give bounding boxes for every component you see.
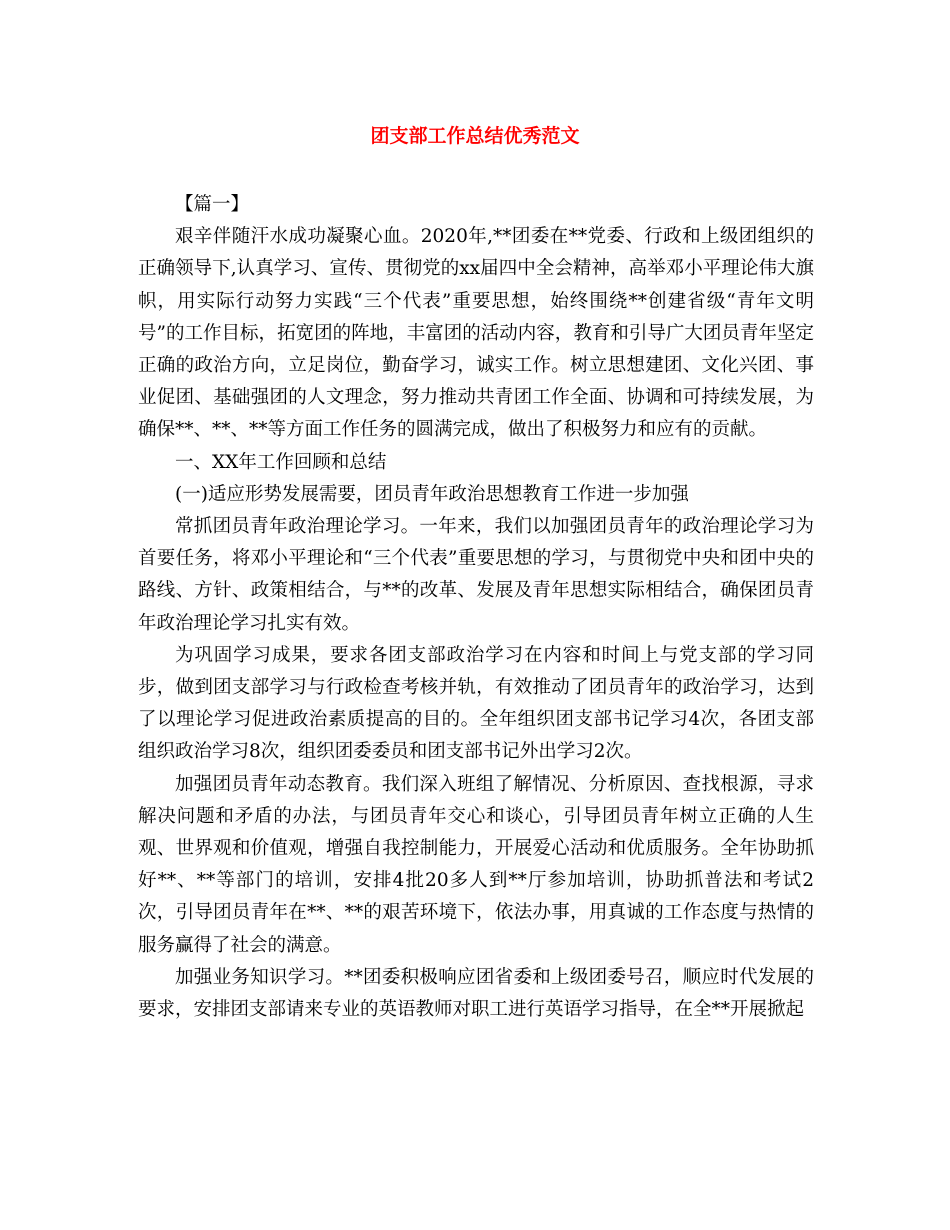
paragraph: 加强团员青年动态教育。我们深入班组了解情况、分析原因、查找根源，寻求解决问题和矛盾的办法，与团员青年交心和谈心，引导团员青年树立正确的人生观、世界观和价值观，增强自我控制能力，开展爱心活动和优质服务。全年协助抓好**、**等部门的培训，安排4批20多人到**厅参加培训，协助抓普法和考试2次，引导团员青年在**、**的艰苦环境下，依法办事，用真诚的工作态度与热情的服务赢得了社会的满意。 bbox=[138, 773, 814, 956]
section-heading: 【篇一】 bbox=[175, 194, 250, 215]
document-title: 团支部工作总结优秀范文 bbox=[370, 125, 580, 147]
paragraph: 为巩固学习成果，要求各团支部政治学习在内容和时间上与党支部的学习同步，做到团支部学习与行政检查考核并轨，有效推动了团员青年的政治学习，达到了以理论学习促进政治素质提高的目的。全年组织团支部书记学习4次，各团支部组织政治学习8次，组织团委委员和团支部书记外出学习2次。 bbox=[138, 644, 814, 763]
section-heading: 一、XX年工作回顾和总结 bbox=[175, 451, 387, 473]
paragraph: 加强业务知识学习。**团委积极响应团省委和上级团委号召，顺应时代发展的要求，安排团支部请来专业的英语教师对职工进行英语学习指导，在全**开展掀起 bbox=[138, 966, 814, 1021]
subsection-heading: (一)适应形势发展需要，团员青年政治思想教育工作进一步加强 bbox=[175, 483, 689, 505]
paragraph: 艰辛伴随汗水成功凝聚心血。2020年,**团委在**党委、行政和上级团组织的正确领导下,认真学习、宣传、贯彻党的xx届四中全会精神，高举邓小平理论伟大旗帜，用实际行动努力实践“三个代表”重要思想，始终围绕**创建省级“青年文明号”的工作目标，拓宽团的阵地，丰富团的活动内容，教育和引导广大团员青年坚定正确的政治方向，立足岗位，勤奋学习，诚实工作。树立思想建团、文化兴团、事业促团、基础强团的人文理念，努力推动共青团工作全面、协调和可持续发展，为确保**、**、**等方面工作任务的圆满完成，做出了积极努力和应有的贡献。 bbox=[138, 226, 814, 441]
document-body bbox=[138, 189, 814, 1026]
paragraph: 常抓团员青年政治理论学习。一年来，我们以加强团员青年的政治理论学习为首要任务，将邓小平理论和“三个代表”重要思想的学习，与贯彻党中央和团中央的路线、方针、政策相结合，与**的改革、发展及青年思想实际相结合，确保团员青年政治理论学习扎实有效。 bbox=[138, 516, 814, 634]
